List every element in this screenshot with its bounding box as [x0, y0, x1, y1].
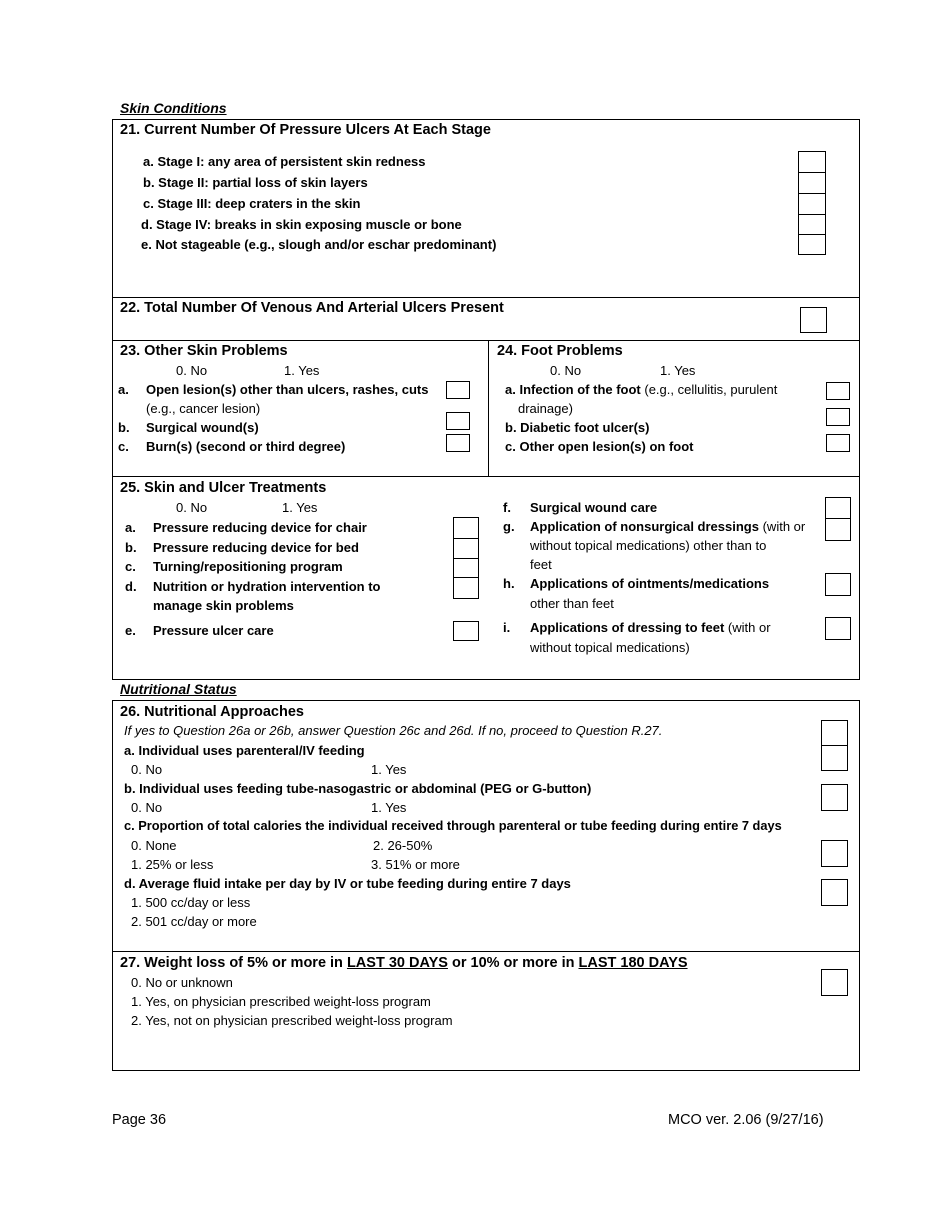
q25-g-continuation-2: feet [530, 557, 552, 572]
q25-i-text [530, 621, 771, 634]
q21-item-b: b. Stage II: partial loss of skin layers [143, 175, 368, 190]
q24-title: 24. Foot Problems [497, 343, 623, 359]
q24-a-rest: (e.g., cellulitis, purulent [640, 382, 778, 397]
q25-option-yes: 1. Yes [282, 500, 318, 515]
q25-i-letter: i. [503, 620, 511, 635]
q24-b-input-box[interactable] [826, 408, 850, 426]
q25-g-text [530, 520, 805, 533]
q26a-extra-input-box[interactable] [821, 745, 848, 771]
q27-title [120, 956, 688, 971]
q27-title-part1: 27. Weight loss of 5% or more in [120, 955, 347, 971]
q26c-option-3: 3. 51% or more [371, 857, 460, 872]
q23-a-input-box[interactable] [446, 381, 470, 399]
q23-b-letter: b. [118, 420, 130, 435]
q26d-option-1: 1. 500 cc/day or less [131, 895, 251, 910]
q25-h-letter: h. [503, 576, 515, 591]
q26d-input-box[interactable] [821, 879, 848, 906]
q25-b-letter: b. [125, 540, 137, 555]
q27-option-1: 1. Yes, on physician prescribed weight-loss program [131, 994, 431, 1009]
q25-d-letter: d. [125, 579, 137, 594]
q21-a-input-box[interactable] [798, 151, 826, 173]
q25-d-label: Nutrition or hydration intervention to [153, 579, 381, 594]
q24-option-no: 0. No [550, 363, 582, 378]
q26b-option-yes: 1. Yes [371, 800, 407, 815]
q27-title-180-days: LAST 180 DAYS [578, 955, 688, 971]
nutrition-frame-top [112, 700, 860, 701]
nutrition-frame-left [112, 700, 113, 1071]
q26d-label: d. Average fluid intake per day by IV or tube feeding during entire 7 days [124, 876, 571, 891]
q25-b-input-box[interactable] [453, 538, 479, 559]
q25-f-letter: f. [503, 500, 511, 515]
q26a-input-box[interactable] [821, 720, 848, 746]
q25-i-continuation: without topical medications) [530, 640, 690, 655]
q23-a-label: Open lesion(s) other than ulcers, rashes, cuts [146, 382, 429, 397]
divider-23-24 [488, 340, 489, 476]
q26b-option-no: 0. No [131, 800, 163, 815]
q26c-option-2: 2. 26-50% [373, 838, 433, 853]
skin-frame-bottom [112, 679, 860, 680]
q21-e-input-box[interactable] [798, 234, 826, 255]
q25-a-input-box[interactable] [453, 517, 479, 539]
q25-c-letter: c. [125, 559, 136, 574]
q23-c-input-box[interactable] [446, 434, 470, 452]
skin-conditions-heading: Skin Conditions [120, 100, 227, 116]
q24-option-yes: 1. Yes [660, 363, 696, 378]
q25-c-label: Turning/repositioning program [153, 559, 343, 574]
q24-a-label: a. Infection of the foot [505, 382, 641, 397]
q24-a-continuation: drainage) [518, 401, 573, 416]
q26a-option-yes: 1. Yes [371, 762, 407, 777]
q25-a-label: Pressure reducing device for chair [153, 520, 367, 535]
q27-option-2: 2. Yes, not on physician prescribed weight-loss program [131, 1013, 453, 1028]
q21-title: 21. Current Number Of Pressure Ulcers At Each Stage [120, 122, 491, 138]
divider-23-25 [112, 476, 860, 477]
q26c-option-0: 0. None [131, 838, 177, 853]
q21-item-e: e. Not stageable (e.g., slough and/or eschar predominant) [141, 237, 497, 252]
q25-g-label: Application of nonsurgical dressings [530, 519, 759, 534]
q25-h-label: Applications of ointments/medications [530, 576, 770, 591]
q27-title-part3: or 10% or more in [447, 955, 579, 971]
q23-c-label: Burn(s) (second or third degree) [146, 439, 346, 454]
q26a-label: a. Individual uses parenteral/IV feeding [124, 743, 365, 758]
q21-item-c: c. Stage III: deep craters in the skin [143, 196, 361, 211]
q25-e-label: Pressure ulcer care [153, 623, 274, 638]
q25-d-continuation: manage skin problems [153, 598, 294, 613]
q26c-input-box[interactable] [821, 840, 848, 867]
q25-g-input-box[interactable] [825, 518, 851, 541]
q24-c-input-box[interactable] [826, 434, 850, 452]
q24-c-label: c. Other open lesion(s) on foot [505, 439, 694, 454]
q26d-option-2: 2. 501 cc/day or more [131, 914, 257, 929]
q21-d-input-box[interactable] [798, 214, 826, 236]
q21-b-input-box[interactable] [798, 172, 826, 194]
skin-frame-right [859, 119, 860, 680]
divider-26-27 [112, 951, 860, 952]
nutritional-status-heading: Nutritional Status [120, 681, 237, 697]
q25-i-input-box[interactable] [825, 617, 851, 640]
q25-b-label: Pressure reducing device for bed [153, 540, 359, 555]
q24-a-input-box[interactable] [826, 382, 850, 400]
q26b-label: b. Individual uses feeding tube-nasogastric or abdominal (PEG or G-button) [124, 781, 592, 796]
q25-i-rest: (with or [724, 620, 771, 635]
q25-g-continuation-1: without topical medications) other than to [530, 538, 767, 553]
q24-b-label: b. Diabetic foot ulcer(s) [505, 420, 650, 435]
q26b-input-box[interactable] [821, 784, 848, 811]
skin-frame-left [112, 119, 113, 680]
q25-i-label: Applications of dressing to feet [530, 620, 725, 635]
q21-c-input-box[interactable] [798, 193, 826, 215]
q25-option-no: 0. No [176, 500, 208, 515]
q25-e-input-box[interactable] [453, 621, 479, 641]
divider-21-22 [112, 297, 860, 298]
q25-g-rest: (with or [758, 519, 806, 534]
q23-option-yes: 1. Yes [284, 363, 320, 378]
q25-title: 25. Skin and Ulcer Treatments [120, 480, 327, 496]
q25-f-input-box[interactable] [825, 497, 851, 519]
nutrition-frame-right [859, 700, 860, 1071]
q25-c-input-box[interactable] [453, 558, 479, 578]
q23-c-letter: c. [118, 439, 129, 454]
q25-a-letter: a. [125, 520, 136, 535]
q23-option-no: 0. No [176, 363, 208, 378]
q25-e-letter: e. [125, 623, 136, 638]
q22-title: 22. Total Number Of Venous And Arterial Ulcers Present [120, 300, 504, 316]
page-number: Page 36 [112, 1112, 167, 1128]
divider-22-23 [112, 340, 860, 341]
q23-a-letter: a. [118, 382, 129, 397]
q25-d-input-box[interactable] [453, 577, 479, 599]
skin-frame-top [112, 119, 860, 120]
q26a-option-no: 0. No [131, 762, 163, 777]
q25-g-letter: g. [503, 519, 515, 534]
q25-h-continuation: other than feet [530, 596, 614, 611]
q27-input-box[interactable] [821, 969, 848, 996]
q25-f-label: Surgical wound care [530, 500, 658, 515]
q26-title: 26. Nutritional Approaches [120, 704, 304, 720]
q24-a-text [505, 383, 777, 396]
q23-title: 23. Other Skin Problems [120, 343, 288, 359]
q23-a-note: (e.g., cancer lesion) [146, 401, 261, 416]
q26-instruction: If yes to Question 26a or 26b, answer Question 26c and 26d. If no, proceed to Question R.27. [124, 723, 663, 738]
q21-item-d: d. Stage IV: breaks in skin exposing muscle or bone [141, 217, 462, 232]
q22-input-box[interactable] [800, 307, 827, 333]
q25-h-input-box[interactable] [825, 573, 851, 596]
form-version: MCO ver. 2.06 (9/27/16) [668, 1112, 824, 1128]
nutrition-frame-bottom [112, 1070, 860, 1071]
q23-b-input-box[interactable] [446, 412, 470, 430]
q26c-label: c. Proportion of total calories the individual received through parenteral or tube feeding during entire 7 days [124, 818, 782, 833]
q27-title-30-days: LAST 30 DAYS [346, 955, 448, 971]
q21-item-a: a. Stage I: any area of persistent skin redness [143, 154, 426, 169]
q23-b-label: Surgical wound(s) [146, 420, 259, 435]
q26c-option-1: 1. 25% or less [131, 857, 214, 872]
q27-option-0: 0. No or unknown [131, 975, 233, 990]
